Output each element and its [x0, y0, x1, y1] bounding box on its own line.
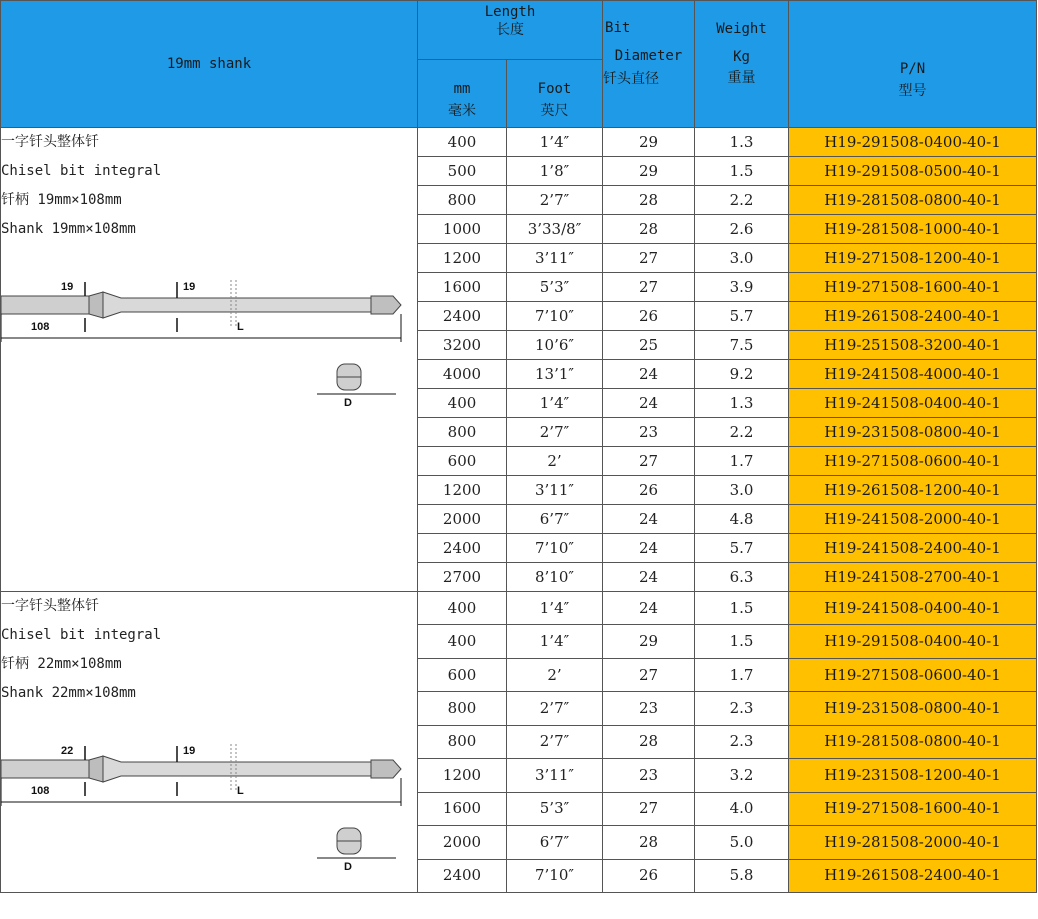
bit-shape [371, 296, 401, 314]
bit-diameter-cell: 26 [603, 476, 695, 505]
length-foot-cell: 2’ [507, 447, 603, 476]
part-number-cell: H19-251508-3200-40-1 [789, 331, 1037, 360]
drill-rod-drawing [1, 278, 406, 428]
weight-cell: 3.0 [695, 476, 789, 505]
weight-cell: 7.5 [695, 331, 789, 360]
bit-diameter-header: Bit Diameter 钎头直径 [603, 1, 695, 128]
part-number-cell: H19-271508-0600-40-1 [789, 447, 1037, 476]
bit-diameter-cell: 23 [603, 759, 695, 792]
part-number-cell: H19-281508-1000-40-1 [789, 215, 1037, 244]
length-mm-cell: 1000 [418, 215, 507, 244]
weight-cell: 2.2 [695, 418, 789, 447]
length-mm-cell: 600 [418, 447, 507, 476]
part-number-cell: H19-261508-2400-40-1 [789, 302, 1037, 331]
length-mm-cell: 4000 [418, 360, 507, 389]
shank-length-label: 108 [31, 785, 50, 797]
bit-diameter-cell: 27 [603, 447, 695, 476]
bit-diameter-cell: 29 [603, 157, 695, 186]
header-row-1 [1, 1, 1037, 60]
weight-cell: 1.7 [695, 658, 789, 691]
rod-shape [103, 292, 371, 318]
weight-cell: 5.7 [695, 302, 789, 331]
length-foot-cell: 5’3″ [507, 273, 603, 302]
length-foot-cell: 8’10″ [507, 563, 603, 592]
part-number-cell: H19-261508-2400-40-1 [789, 859, 1037, 893]
weight-cell: 2.3 [695, 692, 789, 725]
length-foot-cell: 3’11″ [507, 759, 603, 792]
length-mm-cell: 2400 [418, 302, 507, 331]
part-number-cell: H19-291508-0500-40-1 [789, 157, 1037, 186]
weight-cell: 2.6 [695, 215, 789, 244]
table-row [1, 128, 1037, 157]
part-number-cell: H19-241508-0400-40-1 [789, 389, 1037, 418]
length-foot-cell: 6’7″ [507, 826, 603, 859]
length-mm-cell: 2400 [418, 534, 507, 563]
part-number-cell: H19-281508-2000-40-1 [789, 826, 1037, 859]
part-number-cell: H19-231508-0800-40-1 [789, 692, 1037, 725]
shank-shape [1, 296, 89, 314]
length-mm-cell: 400 [418, 625, 507, 658]
weight-header: Weight Kg 重量 [695, 1, 789, 128]
description-line: Chisel bit integral [1, 627, 162, 643]
length-foot-cell: 1’4″ [507, 128, 603, 157]
length-foot-cell: 7’10″ [507, 859, 603, 893]
description-line: 钎柄 22mm×108mm [1, 656, 122, 672]
weight-cell: 4.8 [695, 505, 789, 534]
bit-diameter-cell: 25 [603, 331, 695, 360]
part-number-cell: H19-241508-2400-40-1 [789, 534, 1037, 563]
length-mm-cell: 800 [418, 692, 507, 725]
length-foot-cell: 2’7″ [507, 186, 603, 215]
bit-diameter-cell: 27 [603, 273, 695, 302]
length-mm-cell: 1200 [418, 476, 507, 505]
length-mm-cell: 1200 [418, 244, 507, 273]
description-line: Shank 22mm×108mm [1, 685, 136, 701]
weight-cell: 5.0 [695, 826, 789, 859]
bit-diameter-cell: 28 [603, 725, 695, 758]
length-mm-cell: 800 [418, 725, 507, 758]
bit-diameter-cell: 23 [603, 418, 695, 447]
length-foot-cell: 2’7″ [507, 725, 603, 758]
product-description [1, 128, 418, 592]
length-header: Length 长度 [418, 1, 603, 60]
weight-cell: 3.2 [695, 759, 789, 792]
part-number-cell: H19-241508-2700-40-1 [789, 563, 1037, 592]
part-number-cell: H19-271508-1600-40-1 [789, 273, 1037, 302]
length-foot-cell: 13’1″ [507, 360, 603, 389]
shank-diameter-label: 22 [61, 745, 74, 757]
part-number-cell: H19-261508-1200-40-1 [789, 476, 1037, 505]
weight-cell: 2.3 [695, 725, 789, 758]
bit-diameter-cell: 26 [603, 859, 695, 893]
part-number-cell: H19-231508-1200-40-1 [789, 759, 1037, 792]
description-line: Shank 19mm×108mm [1, 221, 136, 237]
length-foot-cell: 1’4″ [507, 389, 603, 418]
weight-cell: 1.5 [695, 157, 789, 186]
weight-cell: 5.8 [695, 859, 789, 893]
bit-diameter-cell: 24 [603, 389, 695, 418]
bit-shape [371, 760, 401, 778]
length-foot-cell: 5’3″ [507, 792, 603, 825]
length-foot-cell: 3’33/8″ [507, 215, 603, 244]
shank-diameter-label: 19 [61, 281, 74, 293]
bit-diameter-cell: 28 [603, 186, 695, 215]
bit-diameter-cell: 24 [603, 505, 695, 534]
bit-diameter-cell: 24 [603, 563, 695, 592]
length-mm-cell: 400 [418, 389, 507, 418]
length-mm-cell: 1600 [418, 792, 507, 825]
drill-rod-drawing [1, 742, 406, 892]
length-foot-cell: 1’4″ [507, 625, 603, 658]
weight-cell: 6.3 [695, 563, 789, 592]
part-number-cell: H19-271508-1200-40-1 [789, 244, 1037, 273]
bit-diameter-cell: 28 [603, 826, 695, 859]
part-number-cell: H19-271508-1600-40-1 [789, 792, 1037, 825]
weight-cell: 1.5 [695, 625, 789, 658]
weight-cell: 2.2 [695, 186, 789, 215]
bit-diameter-cell: 23 [603, 692, 695, 725]
length-foot-cell: 10’6″ [507, 331, 603, 360]
collar-shape [89, 292, 103, 318]
mm-header: mm 毫米 [418, 60, 507, 128]
shank-length-label: 108 [31, 321, 50, 333]
length-mm-cell: 600 [418, 658, 507, 691]
weight-cell: 1.7 [695, 447, 789, 476]
length-mm-cell: 2400 [418, 859, 507, 893]
length-foot-cell: 3’11″ [507, 244, 603, 273]
part-number-cell: H19-241508-4000-40-1 [789, 360, 1037, 389]
weight-cell: 5.7 [695, 534, 789, 563]
collar-shape [89, 756, 103, 782]
rod-diameter-label: 19 [183, 745, 196, 757]
desc-header: 19mm shank [1, 1, 418, 128]
length-foot-cell: 2’ [507, 658, 603, 691]
length-mm-cell: 2000 [418, 826, 507, 859]
part-number-cell: H19-271508-0600-40-1 [789, 658, 1037, 691]
length-foot-cell: 1’4″ [507, 592, 603, 625]
length-foot-cell: 3’11″ [507, 476, 603, 505]
length-mm-cell: 2000 [418, 505, 507, 534]
description-line: Chisel bit integral [1, 163, 162, 179]
description-line: 钎柄 19mm×108mm [1, 192, 122, 208]
table-row [1, 592, 1037, 625]
weight-cell: 4.0 [695, 792, 789, 825]
length-label: L [237, 321, 244, 333]
bit-diameter-cell: 29 [603, 128, 695, 157]
weight-cell: 1.3 [695, 128, 789, 157]
shank-shape [1, 760, 89, 778]
bit-diameter-cell: 27 [603, 792, 695, 825]
length-mm-cell: 2700 [418, 563, 507, 592]
bit-diameter-cell: 24 [603, 360, 695, 389]
weight-cell: 9.2 [695, 360, 789, 389]
part-number-cell: H19-291508-0400-40-1 [789, 128, 1037, 157]
length-mm-cell: 3200 [418, 331, 507, 360]
rod-diameter-label: 19 [183, 281, 196, 293]
length-label: L [237, 785, 244, 797]
bit-diameter-cell: 24 [603, 534, 695, 563]
part-number-cell: H19-291508-0400-40-1 [789, 625, 1037, 658]
part-number-cell: H19-241508-2000-40-1 [789, 505, 1037, 534]
length-foot-cell: 2’7″ [507, 692, 603, 725]
foot-header: Foot 英尺 [507, 60, 603, 128]
diameter-label: D [344, 397, 352, 409]
part-number-header: P/N 型号 [789, 1, 1037, 128]
weight-cell: 3.9 [695, 273, 789, 302]
diameter-label: D [344, 861, 352, 873]
description-line: 一字钎头整体钎 [1, 598, 99, 614]
length-foot-cell: 6’7″ [507, 505, 603, 534]
bit-diameter-cell: 27 [603, 244, 695, 273]
length-mm-cell: 1200 [418, 759, 507, 792]
length-foot-cell: 1’8″ [507, 157, 603, 186]
bit-diameter-cell: 24 [603, 592, 695, 625]
length-mm-cell: 400 [418, 592, 507, 625]
length-mm-cell: 1600 [418, 273, 507, 302]
weight-cell: 1.5 [695, 592, 789, 625]
length-foot-cell: 7’10″ [507, 534, 603, 563]
weight-cell: 1.3 [695, 389, 789, 418]
length-mm-cell: 400 [418, 128, 507, 157]
length-mm-cell: 500 [418, 157, 507, 186]
bit-diameter-cell: 26 [603, 302, 695, 331]
bit-diameter-cell: 28 [603, 215, 695, 244]
length-foot-cell: 2’7″ [507, 418, 603, 447]
weight-cell: 3.0 [695, 244, 789, 273]
part-number-cell: H19-281508-0800-40-1 [789, 186, 1037, 215]
length-mm-cell: 800 [418, 418, 507, 447]
part-number-cell: H19-281508-0800-40-1 [789, 725, 1037, 758]
rod-shape [103, 756, 371, 782]
product-description [1, 592, 418, 893]
bit-diameter-cell: 29 [603, 625, 695, 658]
length-foot-cell: 7’10″ [507, 302, 603, 331]
description-line: 一字钎头整体钎 [1, 134, 99, 150]
part-number-cell: H19-231508-0800-40-1 [789, 418, 1037, 447]
bit-diameter-cell: 27 [603, 658, 695, 691]
length-mm-cell: 800 [418, 186, 507, 215]
part-number-cell: H19-241508-0400-40-1 [789, 592, 1037, 625]
table-body [1, 128, 1037, 893]
